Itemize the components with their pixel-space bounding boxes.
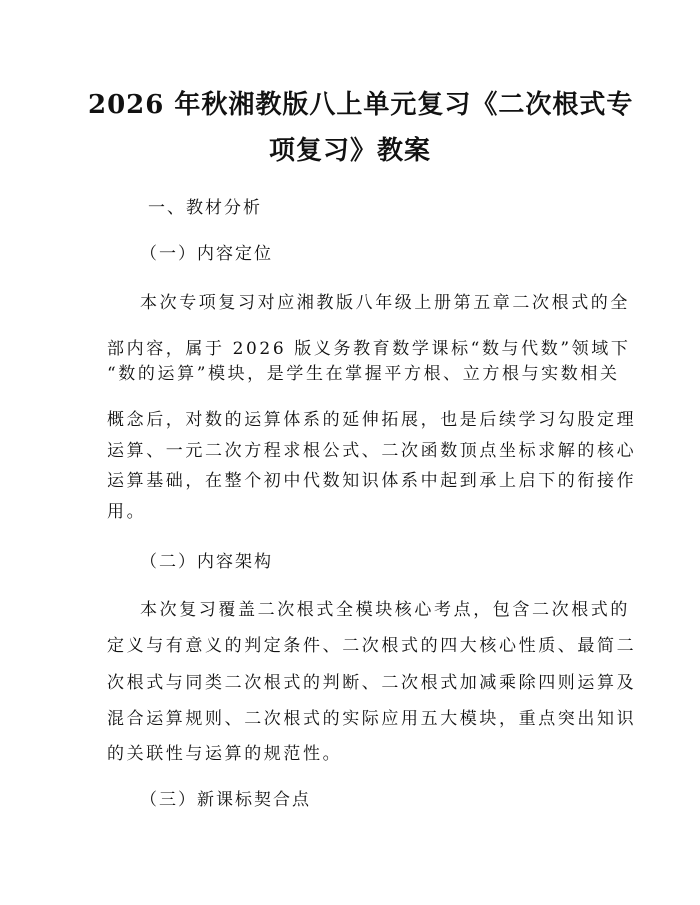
subsection-heading-content-structure: （二）内容架构 xyxy=(140,552,273,572)
paragraph-1-line: 部内容，属于 2026 版义务教育数学课标“数与代数”领域下 xyxy=(107,339,631,359)
paragraph-2-line: 定义与有意义的判定条件、二次根式的四大核心性质、最简二 xyxy=(107,636,637,656)
paragraph-1-line: 运算基础，在整个初中代数知识体系中起到承上启下的衔接作 xyxy=(107,471,637,491)
document-title-line-1: 2026 年秋湘教版八上单元复习《二次根式专 xyxy=(88,90,634,120)
paragraph-2-line: 次根式与同类二次根式的判断、二次根式加减乘除四则运算及 xyxy=(107,673,637,693)
subsection-heading-new-curriculum-alignment: （三）新课标契合点 xyxy=(140,790,311,810)
paragraph-1-line: 概念后，对数的运算体系的延伸拓展，也是后续学习勾股定理 xyxy=(107,410,637,430)
paragraph-1-line: 用。 xyxy=(107,502,147,522)
section-heading-textbook-analysis: 一、教材分析 xyxy=(148,198,262,218)
paragraph-1-line: 运算、一元二次方程求根公式、二次函数顶点坐标求解的核心 xyxy=(107,441,637,461)
subsection-heading-content-positioning: （一）内容定位 xyxy=(140,244,273,264)
paragraph-1-line: 本次专项复习对应湘教版八年级上册第五章二次根式的全 xyxy=(140,293,630,313)
paragraph-2-line: 本次复习覆盖二次根式全模块核心考点，包含二次根式的 xyxy=(140,600,630,620)
paragraph-1-line: “数的运算”模块，是学生在掌握平方根、立方根与实数相关 xyxy=(107,364,620,384)
paragraph-2-line: 混合运算规则、二次根式的实际应用五大模块，重点突出知识 xyxy=(107,709,637,729)
document-title-line-2: 项复习》教案 xyxy=(268,136,431,166)
paragraph-2-line: 的关联性与运算的规范性。 xyxy=(107,744,343,764)
